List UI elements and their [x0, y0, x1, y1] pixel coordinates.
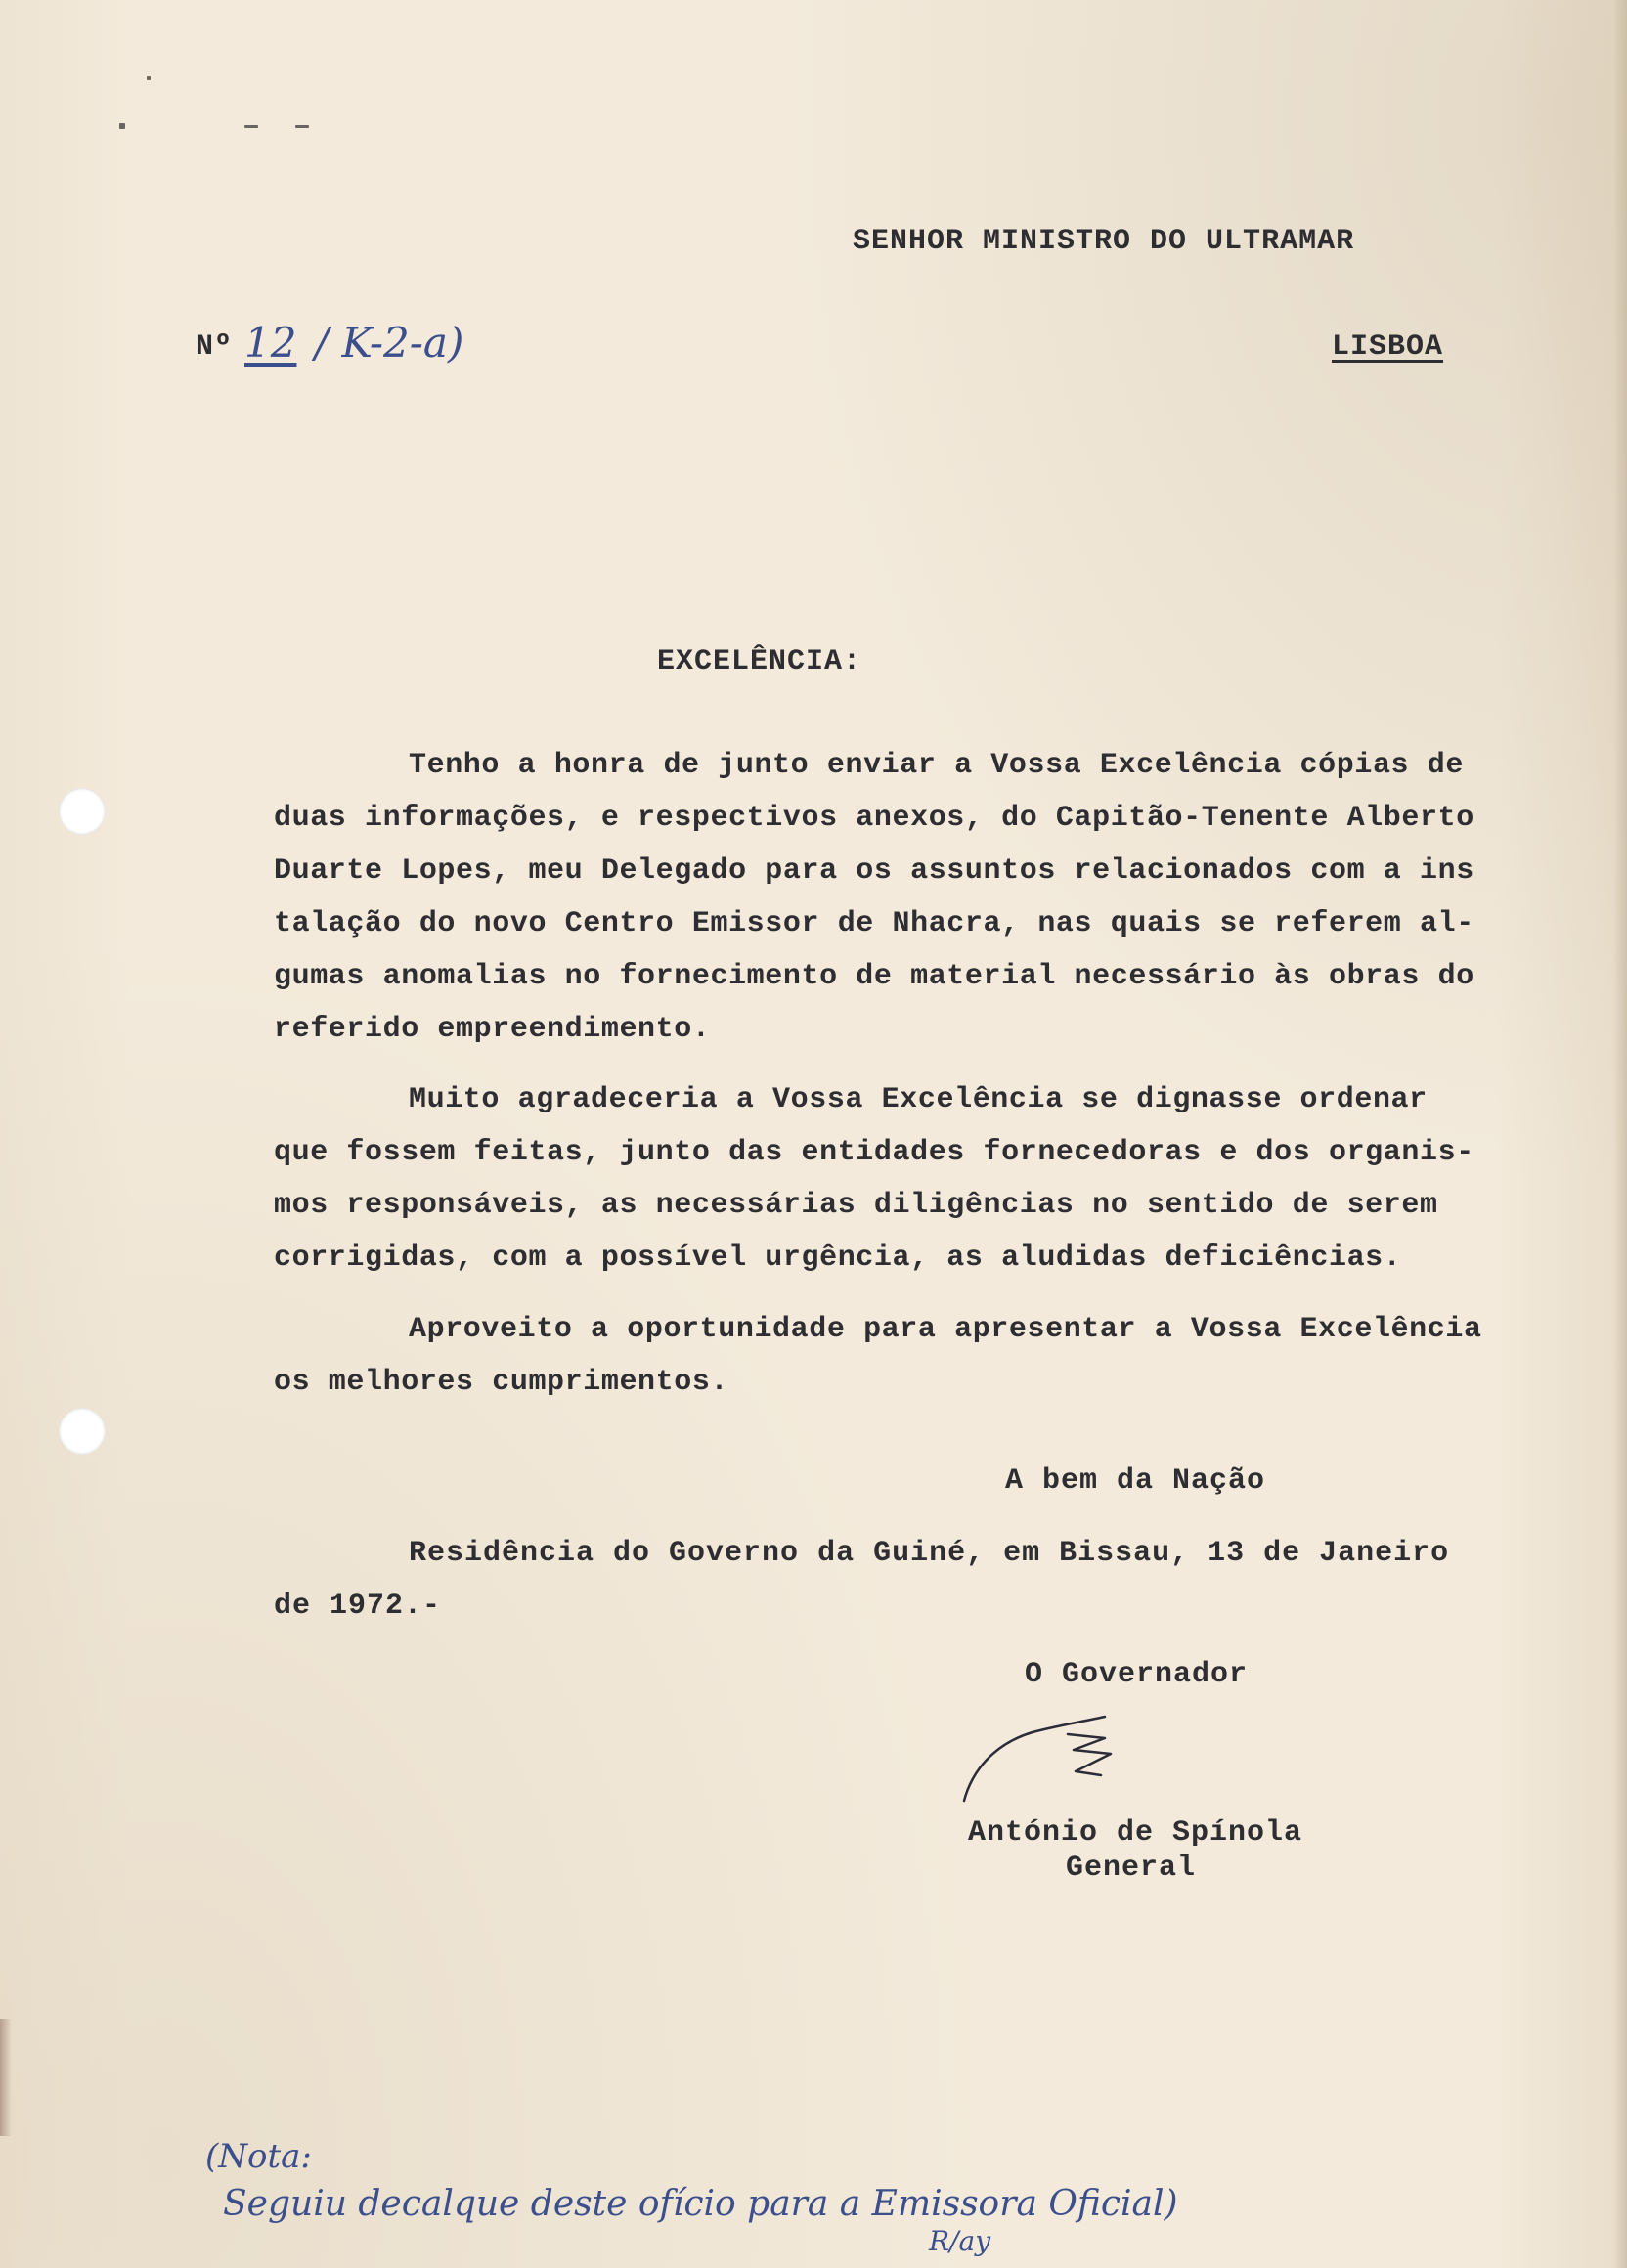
paper-speck	[119, 123, 125, 129]
paragraph-line: que fossem feitas, junto das entidades fornecedoras e dos organis-	[274, 1136, 1474, 1169]
paragraph-line: os melhores cumprimentos.	[274, 1366, 729, 1399]
reference-suffix: / K-2-a)	[315, 319, 464, 367]
salutation: EXCELÊNCIA:	[657, 645, 862, 678]
paper-edge-shadow	[1613, 0, 1627, 2268]
signer-title: O Governador	[1025, 1658, 1249, 1691]
paper-speck	[244, 125, 258, 128]
paragraph-1	[274, 739, 1550, 1056]
addressee: SENHOR MINISTRO DO ULTRAMAR	[853, 225, 1355, 258]
paragraph-line: talação do novo Centro Emissor de Nhacra, nas quais se referem al-	[274, 907, 1474, 940]
paragraph-line: corrigidas, com a possível urgência, as aludidas deficiências.	[274, 1242, 1402, 1275]
place-date-line-2: de 1972.-	[274, 1590, 442, 1623]
signer-rank: General	[1066, 1852, 1197, 1885]
paragraph-line: mos responsáveis, as necessárias diligências no sentido de serem	[274, 1189, 1438, 1222]
closing-formula: A bem da Nação	[1005, 1464, 1266, 1498]
paragraph-line: referido empreendimento.	[274, 1013, 711, 1046]
paragraph-3	[274, 1303, 1550, 1409]
handwritten-note-opening: (Nota:	[205, 2137, 312, 2176]
paragraph-line: Tenho a honra de junto enviar a Vossa Excelência cópias de	[409, 749, 1464, 782]
paragraph-line: duas informações, e respectivos anexos, do Capitão-Tenente Alberto	[274, 802, 1474, 835]
handwritten-note-initials: R/ay	[929, 2225, 991, 2257]
signature-mark	[958, 1711, 1164, 1809]
city: LISBOA	[1332, 330, 1444, 364]
handwritten-note-text: Seguiu decalque deste ofício para a Emissora Oficial)	[223, 2184, 1178, 2224]
paragraph-line: gumas anomalias no fornecimento de material necessário às obras do	[274, 960, 1474, 993]
punch-hole-bottom	[59, 1408, 106, 1455]
place-date-line-1: Residência do Governo da Guiné, em Bissau, 13 de Janeiro	[409, 1537, 1450, 1570]
paper-speck	[295, 125, 309, 128]
punch-hole-top	[59, 788, 106, 835]
paper-speck	[147, 76, 151, 80]
paragraph-line: Duarte Lopes, meu Delegado para os assuntos relacionados com a ins	[274, 854, 1474, 888]
reference-number: 12	[244, 319, 297, 367]
paper-edge-stain	[0, 2019, 12, 2136]
paragraph-line: Muito agradeceria a Vossa Excelência se dignasse ordenar	[409, 1083, 1428, 1116]
paragraph-2	[274, 1073, 1550, 1285]
reference-label: Nº	[196, 330, 234, 364]
signer-name: António de Spínola	[968, 1816, 1303, 1850]
paragraph-line: Aproveito a oportunidade para apresentar a Vossa Excelência	[409, 1313, 1482, 1346]
